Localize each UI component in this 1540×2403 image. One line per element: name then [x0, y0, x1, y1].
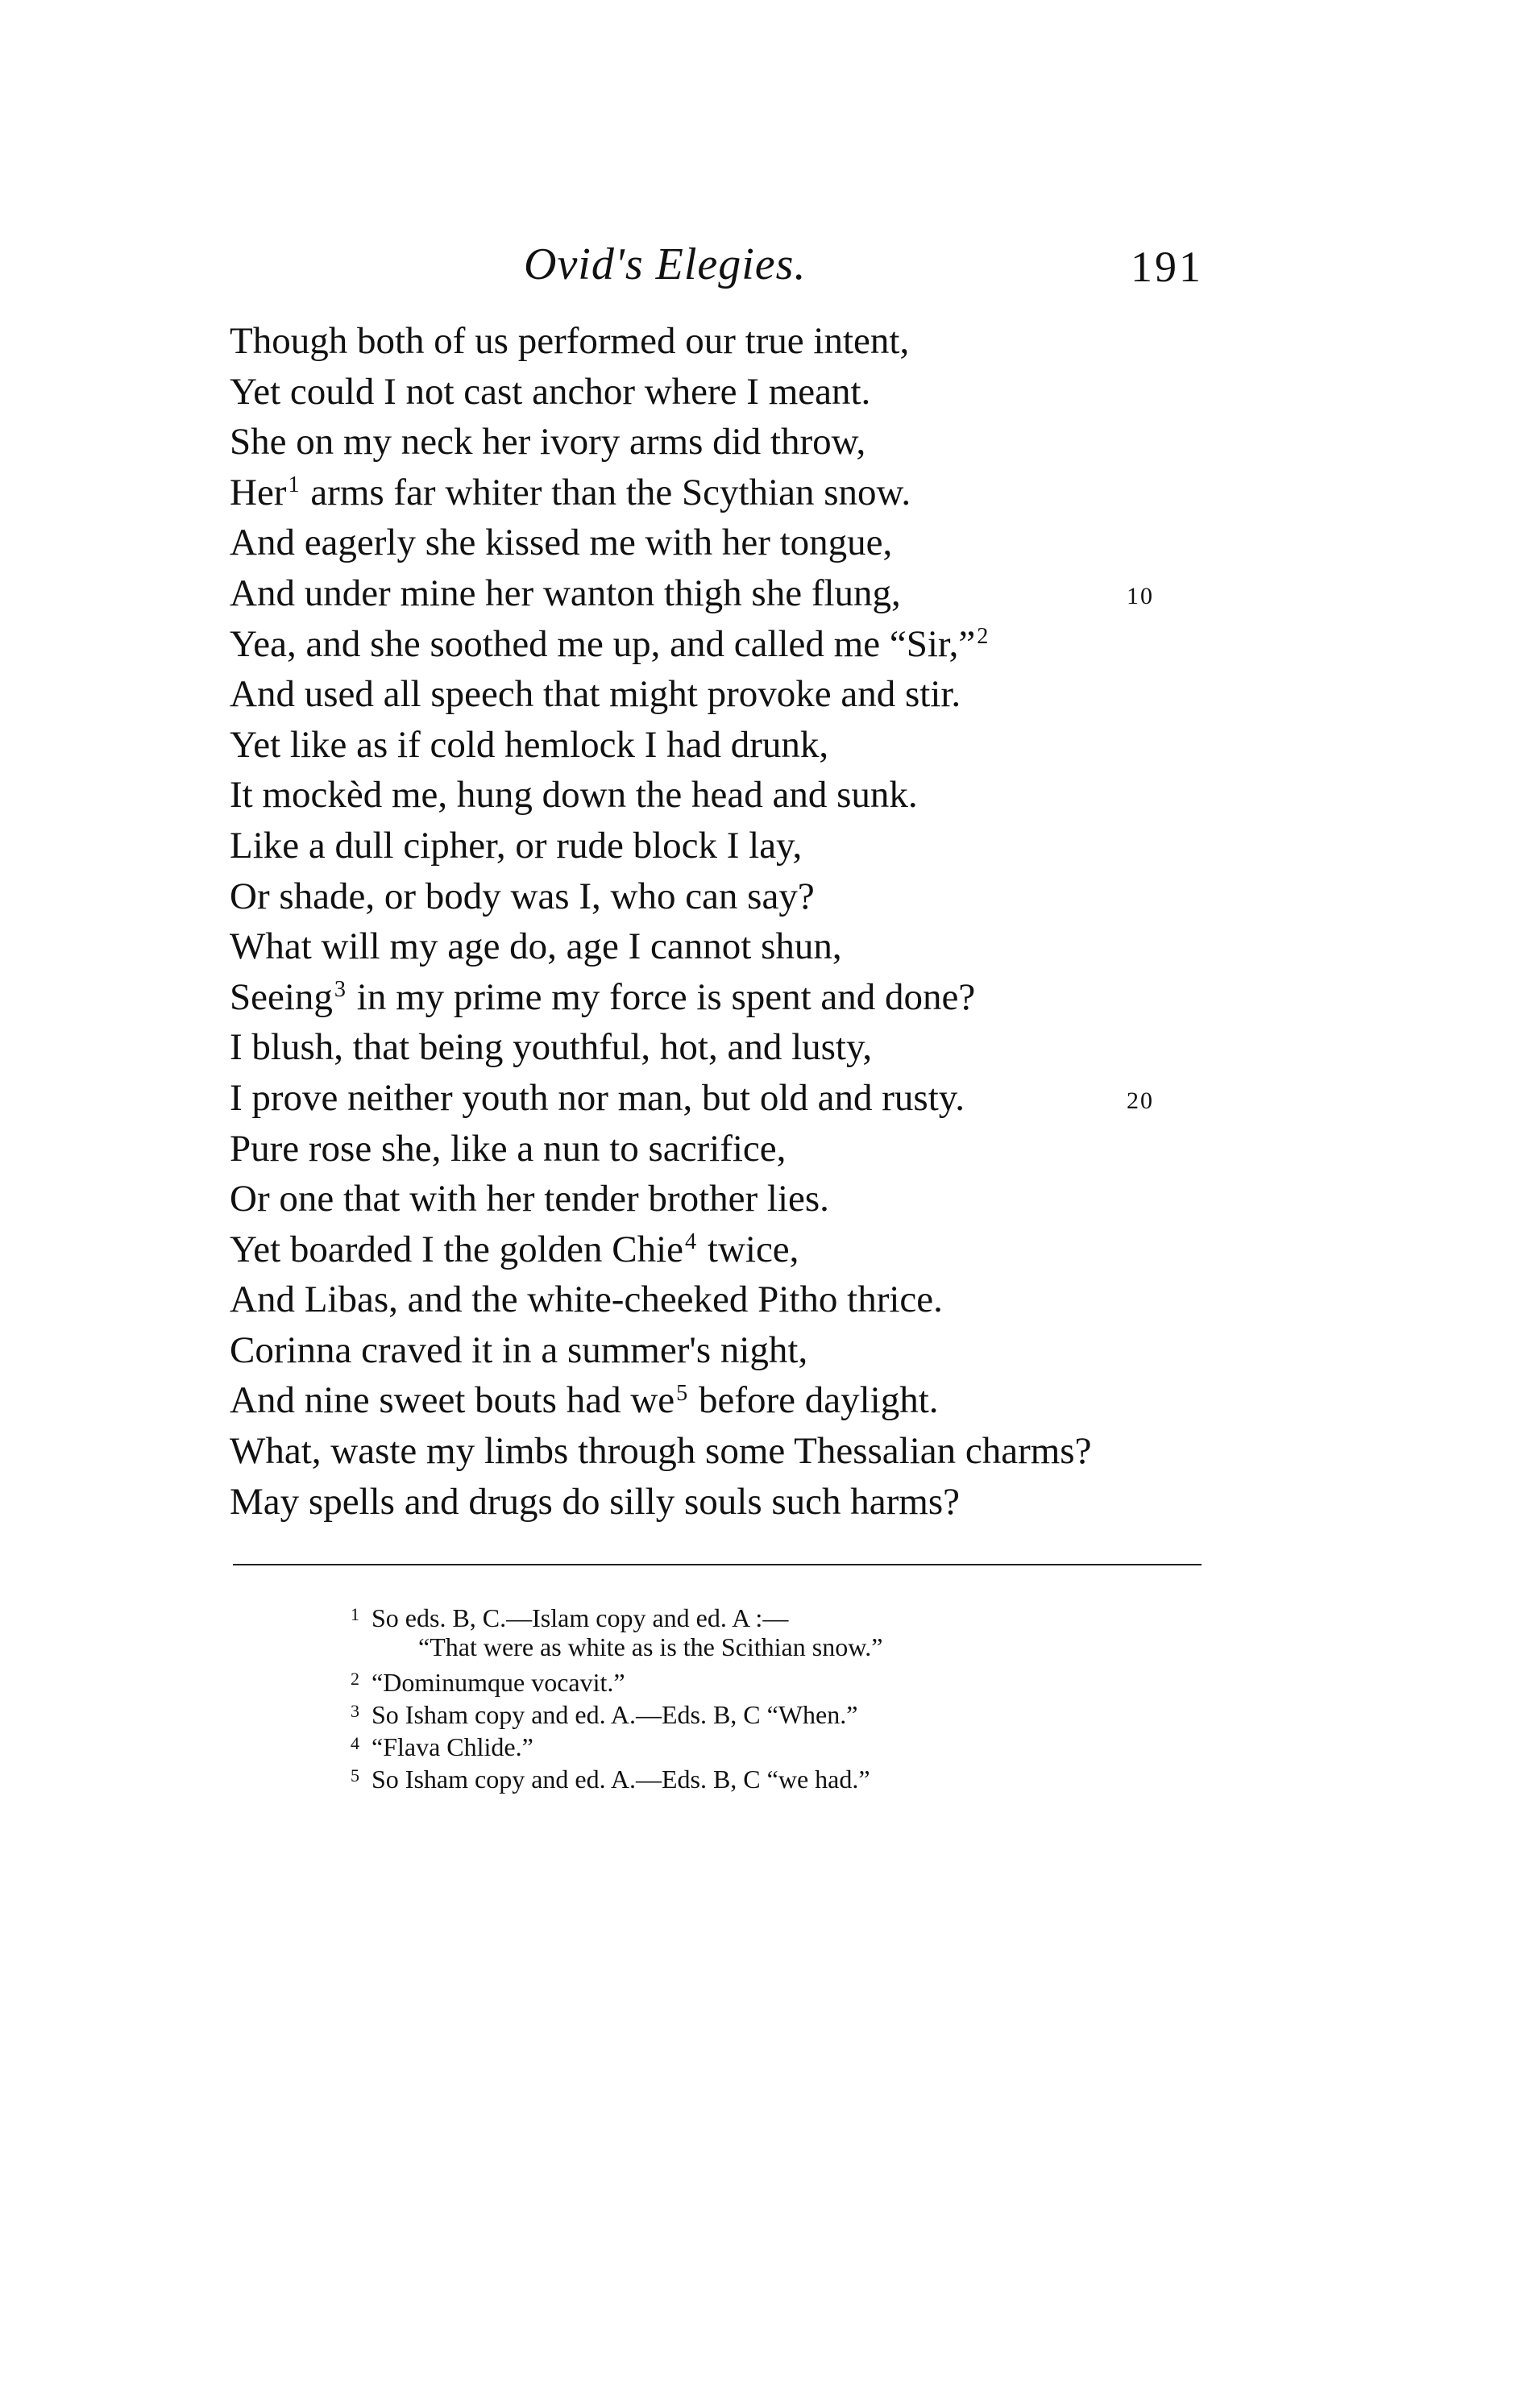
poem-line-text: She on my neck her ivory arms did throw, [230, 421, 866, 464]
poem-line-text: Yet could I not cast anchor where I meant. [230, 370, 871, 413]
poem-line-text: Yet boarded I the golden Chie [230, 1228, 684, 1270]
footnote-rule [233, 1564, 1185, 1565]
poem-line [230, 921, 1237, 972]
poem-line [230, 770, 1237, 821]
poem-line [230, 1477, 1237, 1528]
poem-line [230, 720, 1237, 771]
poem-line [230, 871, 1237, 922]
poem-line [230, 1022, 1237, 1073]
poem-line-text-continued: in my prime my force is spent and done? [347, 975, 976, 1018]
poem-line-text: And nine sweet bouts had we [230, 1379, 675, 1422]
poem-line-text: Pure rose she, like a nun to sacrifice, [230, 1127, 787, 1170]
poem-line-text: May spells and drugs do silly souls such harms? [230, 1480, 960, 1523]
poem-line-text: And under mine her wanton thigh she flung, [230, 572, 901, 614]
footnote-text: “Dominumque vocavit.” [372, 1668, 625, 1697]
poem-line-text: What will my age do, age I cannot shun, [230, 925, 842, 968]
poem-line [230, 972, 1237, 1023]
footnote-text: So Isham copy and ed. A.—Eds. B, C “we had.” [372, 1765, 870, 1794]
poem-line-text-continued: arms far whiter than the Scythian snow. [301, 471, 911, 513]
poem-line-text: And eagerly she kissed me with her tongue, [230, 522, 893, 564]
footnote-mark: 1 [351, 1604, 359, 1624]
poem-line-text: I blush, that being youthful, hot, and lusty, [230, 1026, 873, 1069]
poem-line [230, 568, 1237, 619]
poem-line-text-continued: twice, [698, 1228, 799, 1270]
poem-line-text: Seeing [230, 975, 333, 1018]
footnote-text: So eds. B, C.—Islam copy and ed. A :— [372, 1603, 789, 1632]
poem-line [230, 1174, 1237, 1224]
poem-line-text: Or one that with her tender brother lies. [230, 1178, 829, 1220]
poem-line [230, 619, 1237, 670]
footnote-rule-tail [1169, 1564, 1202, 1565]
footnote [351, 1760, 1197, 1792]
line-number: 20 [1127, 1087, 1154, 1114]
footnote-mark: 2 [351, 1669, 359, 1689]
page-number: 191 [1131, 243, 1203, 291]
poem-line [230, 316, 1237, 367]
footnote-mark: 4 [351, 1733, 359, 1753]
footnote-reference: 2 [977, 624, 989, 650]
footnote-text: So Isham copy and ed. A.—Eds. B, C “When.” [372, 1700, 858, 1729]
poem-line-text: It mockèd me, hung down the head and sunk. [230, 774, 918, 817]
line-number: 10 [1127, 582, 1154, 609]
poem-line [230, 367, 1237, 418]
poem-line-text: Yea, and she soothed me up, and called me “Sir,” [230, 622, 976, 665]
poem-line-text-continued: before daylight. [689, 1379, 939, 1422]
poem-body [230, 316, 1237, 1527]
poem-line [230, 1426, 1237, 1477]
poem-line-text: Yet like as if cold hemlock I had drunk, [230, 723, 829, 766]
footnote-reference: 1 [288, 472, 300, 498]
footnote [351, 1695, 1197, 1727]
poem-line [230, 518, 1237, 568]
poem-line-text: And used all speech that might provoke and stir. [230, 673, 961, 716]
poem-line-text: Corinna craved it in a summer's night, [230, 1328, 808, 1371]
poem-line-text: What, waste my limbs through some Thessalian charms? [230, 1430, 1092, 1473]
poem-line [230, 1224, 1237, 1275]
footnote-text: “That were as white as is the Scithian snow.” [418, 1632, 883, 1661]
footnote-reference: 4 [685, 1229, 697, 1255]
footnote [351, 1599, 1197, 1631]
footnote [351, 1663, 1197, 1695]
poem-line-text: And Libas, and the white-cheeked Pitho thrice. [230, 1278, 943, 1321]
footnote [351, 1727, 1197, 1760]
poem-line [230, 1124, 1237, 1174]
poem-line-text: Though both of us performed our true intent, [230, 320, 910, 362]
poem-line [230, 1274, 1237, 1325]
poem-line-text: Or shade, or body was I, who can say? [230, 875, 815, 917]
footnote-reference: 5 [676, 1380, 688, 1406]
footnote-reference: 3 [334, 977, 347, 1003]
poem-line [230, 1073, 1237, 1124]
poem-line [230, 468, 1237, 518]
poem-line-text: I prove neither youth nor man, but old and rusty. [230, 1076, 965, 1119]
poem-line [230, 669, 1237, 720]
running-title: Ovid's Elegies. [524, 239, 807, 289]
footnotes [351, 1599, 1197, 1792]
poem-line-text: Like a dull cipher, or rude block I lay, [230, 824, 803, 867]
poem-line [230, 1325, 1237, 1376]
poem-line [230, 1375, 1237, 1426]
footnote [351, 1631, 1197, 1663]
poem-line [230, 417, 1237, 468]
footnote-mark: 3 [351, 1701, 359, 1721]
footnote-mark: 5 [351, 1765, 359, 1786]
footnote-text: “Flava Chlide.” [372, 1732, 533, 1761]
poem-line-text: Her [230, 471, 287, 513]
poem-line [230, 821, 1237, 871]
